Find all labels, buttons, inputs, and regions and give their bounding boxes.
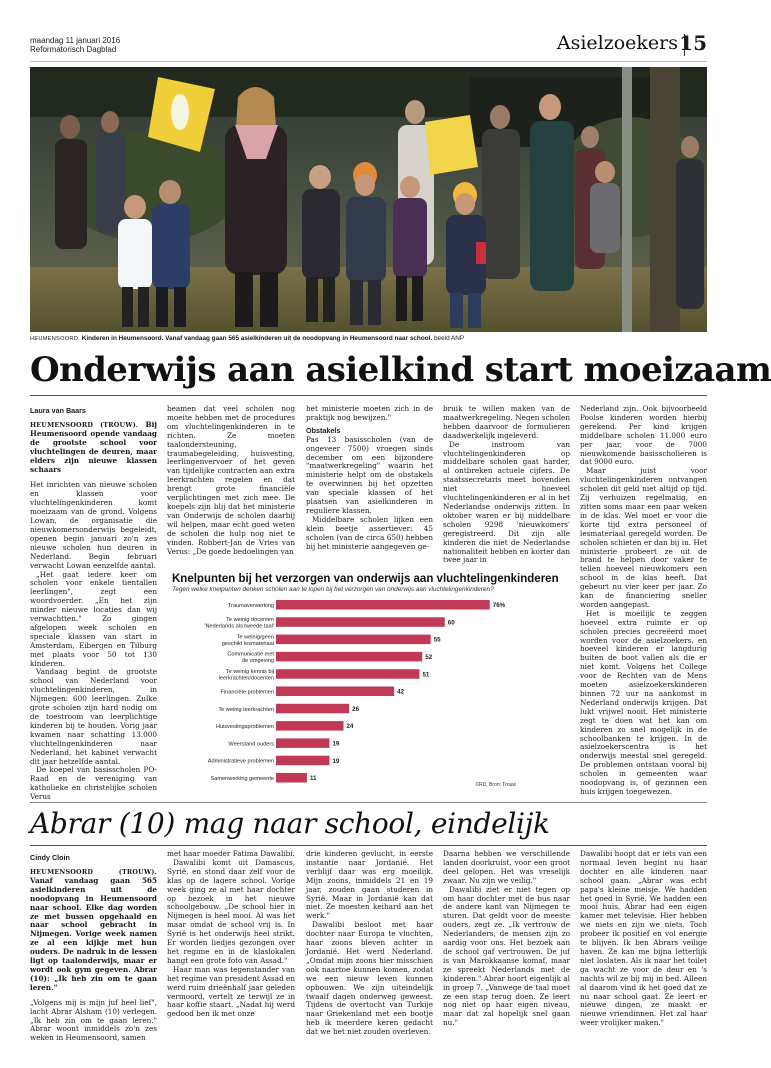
article-headline: Onderwijs aan asielkind start moeizaam (30, 350, 771, 390)
bar-chart (170, 570, 559, 790)
author-byline-2: Cindy Cloin (30, 853, 70, 862)
article-column-5 (580, 404, 707, 796)
paragraph: Vandaag begint de grootste school van Nederland voor vluchtelingenkinderen, in Nijmegen: 600 leerlingen. Zulke grote scholen zijn hard nodig om de toestroom van leerplichtige kinderen bij te houden. Vorig jaar kwamen naar schatting 13.000 vluchtelingenkinderen naar Nederland, het kabinet verwacht dit jaar hetzelfde aantal. (30, 667, 157, 766)
chart-bar (276, 721, 344, 731)
newspaper-name: Reformatorisch Dagblad (30, 45, 117, 54)
paragraph: Dawalibi komt uit Damascus, Syrië, en stond daar zelf voor de klas op de lagere school. Vorige week ging ze al met haar dochter op bezoek in het nieuwe schoolgebouw. „De school hier in Nijmegen is heel mooi. Al was het maar omdat de school vrij is. In Syrië is het onderwijs heel strikt. Er worden liedjes gezongen over het regime en in de klaslokalen hangt een grote foto van Assad." (167, 857, 295, 965)
chart-bar (276, 652, 422, 662)
paragraph: Dawalibi besloot met haar dochter naar Europa te vluchten, haar zoons bleven achter in Jordanië. Het werd Nederland. „Omdat mijn zoons hier misschien ook naartoe kunnen komen, zodat we een nieuw leven kunnen opbouwen. We zijn uiteindelijk twaalf dagen onderweg geweest. Tijdens de overtocht van Turkije naar Griekenland met een bootje heb ik meerdere keren gedacht dat we het niet zouden overleven. (306, 920, 433, 1037)
paragraph: met haar moeder Fatima Dawalibi. (167, 849, 295, 858)
article-column-3 (306, 405, 433, 565)
chart-bar (276, 600, 490, 610)
paragraph: bruik te willen maken van de maatwerkregeling. Negen scholen hebben daarvoor de formulieren daadwerkelijk ingeleverd. (443, 404, 570, 440)
chart-category-label: Weerstand ouders (228, 741, 274, 748)
article2-column-1 (30, 868, 157, 1058)
chart-value-label: 19 (332, 757, 340, 765)
chart-value-label: 51 (422, 671, 430, 679)
article2-column-2 (167, 850, 295, 1058)
photo-caption (30, 334, 707, 344)
section-rule (30, 802, 707, 803)
edition-date: maandag 11 januari 2016 (30, 36, 121, 45)
dateline: HEUMENSOORD (TROUW). (30, 868, 157, 876)
paragraph: „Volgens mij is mijn juf heel lief", lacht Abrar Alsham (10) verlegen. „Ik heb zin om te gaan leren." Abrar woont inmiddels zo'n zes weken in Heumensoord, samen (30, 997, 157, 1043)
chart-category-label: 'Nederlands als tweede taal' (204, 623, 274, 630)
chart-bar (276, 704, 349, 714)
paragraph: drie kinderen gevlucht, in eerste instantie naar Jordanië. Het verblijf daar was erg moeilijk. Mijn zoons, inmiddels 21 en 19 jaar, zouden gaan studeren in Syrië. Maar in Jordanië kan dat niet. Ze moesten keihard aan het werk." (306, 849, 433, 921)
paragraph: Middelbare scholen lijken een klein beetje assertiever: 45 scholen (van de circa 650) hebben bij het ministerie aangegeven ge- (306, 514, 433, 551)
chart-category-label: Samenwerking gemeente (210, 775, 274, 782)
chart-value-label: 55 (433, 636, 441, 644)
chart-value-label: 24 (346, 723, 354, 731)
chart-value-label: 42 (397, 688, 405, 696)
author-byline: Laura van Baars (30, 406, 86, 415)
chart-category-label: Financiële problemen (220, 689, 274, 696)
chart-value-label: 26 (352, 705, 360, 713)
paragraph: Nederland zijn. Ook bijvoorbeeld Poolse kinderen worden hierbij gerekend. Per kind krijgen middelbare scholen 11.000 euro per jaar, voor de 7000 nieuwkomende basisscholieren is dat 9000 euro. (580, 404, 707, 467)
chart-bar (276, 617, 445, 627)
paragraph: Haar man was tegenstander van het regime van president Assad en werd ruim drieënhalf jaar geleden vermoord, vertelt ze terwijl ze in haar koffie staart. „Nadat hij werd gedood ben ik met onze (167, 964, 295, 1019)
paragraph: Dawalibi ziet er niet tegen op om haar dochter met de bus naar de andere kant van Nijmegen te sturen. Dat geldt voor de meeste ouders, zegt ze. „Ik vertrouw de Nederlanders, de mensen zijn zo aardig voor ons. Het bezoek aan de school gaf vertrouwen. De juf is van Marokkaanse komaf, maar ze spreekt Nederlands met de kinderen." Abrar hoort eigenlijk al in groep 7. „Vanwege de taal moet ze een stap terug doen. Ze leert nog niet op haar eigen niveau, maar dat zal hopelijk snel gaan nu." (443, 884, 570, 1028)
chart-category-label: de omgeving (241, 658, 274, 665)
chart-source: ©RD, Bron: Trouw (475, 782, 516, 788)
photo-illustration (30, 67, 707, 332)
chart-category-label: Te weinig docenten (226, 617, 274, 624)
headline-rule (30, 395, 707, 396)
headline2-rule (30, 845, 707, 846)
chart-value-label: 11 (309, 775, 317, 783)
chart-value-label: 52 (425, 653, 433, 661)
chart-category-label: Huisvestingsproblemen (215, 724, 274, 731)
chart-bar (276, 687, 394, 697)
article-column-1 (30, 420, 157, 802)
article2-headline: Abrar (10) mag naar school, eindelijk (30, 807, 550, 840)
chart-value-label: 76% (492, 602, 506, 610)
subheading: Obstakels (306, 425, 341, 435)
chart-value-label: 60 (447, 619, 455, 627)
article2-column-3 (306, 850, 433, 1058)
article-lead: Vanaf vandaag gaan 565 asielkinderen uit de noodopvang in Heumensoord naar school. Elke dag worden ze met bussen opgehaald en naar school gebracht in Nijmegen. Vorige week namen ze al een kijkje met hun ouders. De nadruk in de lessen ligt op taalonderwijs, maar er wordt ook gym gegeven. Abrar (10): „Ik heb zin om te gaan leren." (30, 875, 157, 992)
paragraph: beamen dat veel scholen nog moeite hebben met de procedures om vluchtelingenkinderen in te richten. Ze moeten taalondersteuning, traumabegeleiding, huisvesting, leerlingenvervoer of het geven van tijdelijke contracten aan extra leerkrachten regelen en dat brengt grote financiële verplichtingen met zich mee. De koepels zijn blij dat het ministerie van Onderwijs de scholen daarbij wil helpen, maar echt goed weten de scholen die hulp nog niet te vinden. Robbert-Jan de Vries van Verus: „De goede bedoelingen van (167, 404, 295, 556)
paragraph: Daarna hebben we verschillende landen doorkruist, voor een groot deel gelopen. Het was vreselijk zwaar. Nu zijn we veilig." (443, 849, 570, 885)
chart-category-label: Te weinig/geen (236, 634, 274, 641)
chart-bar (276, 756, 329, 766)
chart-bar (276, 738, 329, 748)
page-number: 15 (679, 31, 707, 55)
chart-subtitle: Tegen welke knelpunten denken scholen aan te lopen bij het verzorgen van onderwijs aan vluchtelingenkinderen? (172, 586, 494, 593)
article2-column-5 (580, 850, 707, 1058)
chart-category-label: Te weinig kennis bij (225, 668, 274, 675)
article-column-2 (167, 405, 295, 565)
caption-text: Kinderen in Heumensoord. Vanaf vandaag gaan 565 asielkinderen uit de noodopvang in Heumensoord naar school. (81, 335, 433, 342)
photo-credit: beeld ANP (433, 335, 465, 342)
chart-category-label: Administratieve problemen (207, 758, 274, 765)
paragraph: De instroom van vluchtelingenkinderen op middelbare scholen gaat harder, al ontbreken actuele cijfers. De staatssecretaris meet bovendien niet hoeveel vluchtelingenkinderen er al in het Nederlandse onderwijs zitten. In oktober waren er bij middelbare scholen 9298 'nieuwkomers' geregistreerd. Dit zijn alle kinderen die niet de Nederlandse nationaliteit hebben en korter dan twee jaar in (443, 439, 570, 565)
chart-category-label: Communicatie met (227, 651, 274, 658)
chart-category-label: geschikt lesmateriaal (221, 640, 274, 647)
paragraph: Maar juist voor vluchtelingenkinderen ontvangen scholen dit geld niet altijd op tijd. Zij verhuizen regelmatig, en zitten soms maar een paar weken in de klas. Wel moet er voor die korte tijd extra personeel of lesmateriaal geregeld worden. De scholen schieten er dan bij in. Het ministerie probeert ze uit de brand te helpen door vaker te tellen hoeveel nieuwkomers een school in de klas heeft. Dat gebeurt nu vier keer per jaar. Zo kan de financiering sneller worden aangepast. (580, 466, 707, 609)
article-lead: Bij Heumensoord opende vandaag de grootste school voor vluchtelingen de deuren, maar elders zijn nieuwe klassen schaars (30, 420, 157, 474)
paragraph: „Het gaat iedere keer om scholen voor enkele tientallen leerlingen", zegt een woordvoerder. „En het zijn minder nieuwe locaties dan wij verwachtten." Zo gingen afgelopen week scholen en speciale klassen van start in Amsterdam, Eibergen en Tilburg met plaats voor 50 tot 130 kinderen. (30, 569, 157, 668)
chart-category-label: Te weinig leerkrachten (218, 706, 274, 713)
chart-category-label: Traumaverwerking (227, 602, 274, 609)
chart-bar (276, 773, 307, 783)
chart-plot (170, 594, 520, 794)
paragraph: het ministerie moeten zich in de praktijk nog bewijzen." (306, 404, 433, 422)
paragraph: Dawalibi hoopt dat er iets van een normaal leven begint nu haar dochter en alle kinderen naar school gaan. „Abrar was echt papa's kleine meisje. We hadden het goed in Syrië. We hadden een mooi huis, Abrar had een eigen kamer met televisie. Hier hebben we niets en zijn we niets. Toch probeer ik positief en vol energie te blijven. Ik ben Abrars veilige haven. Ze kan me bijna letterlijk niet loslaten. Als ik naar het toilet ga wacht ze voor de deur en 's nachts wil ze bij mij in bed. Alleen al daarom vind ik het goed dat ze nu naar school gaat. Ze leert er nieuwe dingen, ze maakt er nieuwe vriendinnen. Het zal haar weer vrolijker maken." (580, 849, 707, 1028)
paragraph: Het is moeilijk te zeggen hoeveel extra ruimte er op scholen precies gecreëerd moet worden voor de asielzoekers, en hoeveel kinderen er langdurig buiten de boot vallen als die er niet komt. Volgens het College voor de Rechten van de Mens moeten asielzoekerskinderen binnen 72 uur na aankomst in Nederland onderwijs krijgen. Dat lukt vrijwel nooit. Het ministerie zegt te doen wat het kan om kinderen zo snel mogelijk in de schoolbanken te krijgen. In de asielzoekerscentra is het onderwijs meestal snel geregeld. De problemen ontstaan vooral bij scholen in gemeenten waar noodopvang is, of gezinnen een huis krijgen toegewezen. (580, 608, 707, 796)
article-column-4 (443, 405, 570, 565)
chart-category-label: leerkrachten/docenten (218, 675, 274, 682)
chart-bar (276, 635, 431, 645)
header-rule (30, 61, 707, 62)
paragraph: Het inrichten van nieuwe scholen en klassen voor vluchtelingenkinderen komt moeizaam van de grond. Volgens Lowan, de organisatie die nieuwkomersonderwijs begeleidt, openen begin januari zo'n zes nieuwe scholen hun deuren in Nederland. Begin februari verwacht Lowan eenzelfde aantal. (30, 480, 157, 570)
chart-value-label: 19 (332, 740, 340, 748)
section-title: Asielzoekers (556, 32, 678, 54)
dateline: HEUMENSOORD (TROUW). (30, 421, 139, 429)
news-photo (30, 67, 707, 332)
chart-title: Knelpunten bij het verzorgen van onderwijs aan vluchtelingenkinderen (172, 573, 559, 585)
page-header-meta (30, 36, 120, 54)
paragraph: De koepel van basisscholen PO-Raad en de vereniging van katholieke en christelijke scholen Verus (30, 765, 157, 802)
chart-bar (276, 669, 419, 679)
caption-place: HEUMENSOORD. (30, 336, 80, 342)
article2-column-4 (443, 850, 570, 1058)
paragraph: Pas 13 basisscholen (van de ongeveer 7500) vroegen sinds december om een bijzondere "maatwerkregeling" waarin het ministerie helpt om de obstakels te overwinnen bij het opzetten van speciale klassen of het plaatsen van asielkinderen in reguliere klassen. (306, 434, 433, 515)
